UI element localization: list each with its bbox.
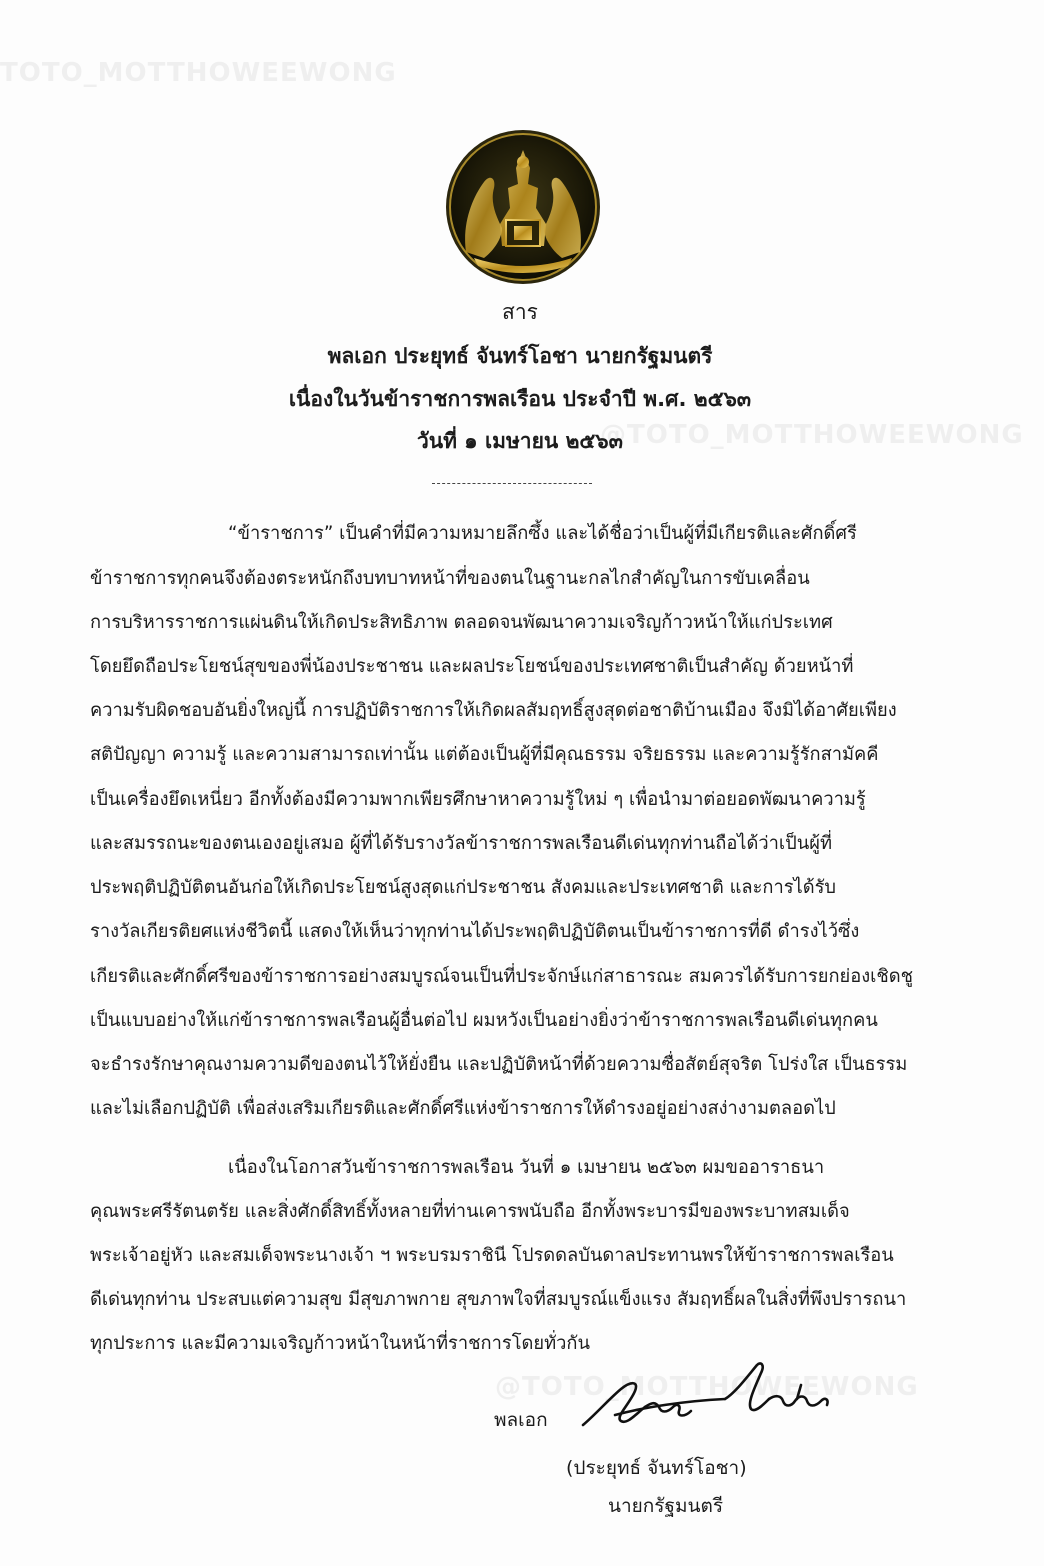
body-line: จะธำรงรักษาคุณงามความดีของตนไว้ให้ยั่งยืน และปฏิบัติหน้าที่ด้วยความซื่อสัตย์สุจริต โปร่งใส เป็นธรรม [90, 1054, 908, 1075]
body-line: โดยยึดถือประโยชน์สุขของพี่น้องประชาชน และผลประโยชน์ของประเทศชาติเป็นสำคัญ ด้วยหน้าที่ [90, 656, 854, 677]
signatory-name: (ประยุทธ์ จันทร์โอชา) [566, 1457, 747, 1479]
garuda-seal-icon [444, 128, 602, 286]
body-line: พระเจ้าอยู่หัว และสมเด็จพระนางเจ้า ฯ พระบรมราชินี โปรดดลบันดาลประทานพรให้ข้าราชการพลเรือน [90, 1245, 894, 1266]
body-line: การบริหารราชการแผ่นดินให้เกิดประสิทธิภาพ ตลอดจนพัฒนาความเจริญก้าวหน้าให้แก่ประเทศ [90, 612, 833, 633]
body-line: ความรับผิดชอบอันยิ่งใหญ่นี้ การปฏิบัติราชการให้เกิดผลสัมฤทธิ์สูงสุดต่อชาติบ้านเมือง จึงมิได้อาศัยเพียง [90, 700, 897, 721]
body-line: ข้าราชการทุกคนจึงต้องตระหนักถึงบทบาทหน้าที่ของตนในฐานะกลไกสำคัญในการขับเคลื่อน [90, 568, 810, 589]
signatory-position: นายกรัฐมนตรี [608, 1495, 724, 1517]
body-line: และสมรรถนะของตนเองอยู่เสมอ ผู้ที่ได้รับรางวัลข้าราชการพลเรือนดีเด่นทุกท่านถือได้ว่าเป็นผู้ที่ [90, 833, 833, 854]
body-line: เกียรติและศักดิ์ศรีของข้าราชการอย่างสมบูรณ์จนเป็นที่ประจักษ์แก่สาธารณะ สมควรได้รับการยกย่องเชิดชู [90, 966, 914, 987]
watermark: @TOTO_MOTTHOWEEWONG [495, 1372, 919, 1402]
date-line: วันที่ ๑ เมษายน ๒๕๖๓ [417, 429, 623, 453]
handwritten-signature [575, 1355, 835, 1435]
body-line: เนื่องในโอกาสวันข้าราชการพลเรือน วันที่ ๑ เมษายน ๒๕๖๓ ผมขออาราธนา [228, 1157, 825, 1178]
body-line: ทุกประการ และมีความเจริญก้าวหน้าในหน้าที่ราชการโดยทั่วกัน [90, 1333, 590, 1354]
sender-line: พลเอก ประยุทธ์ จันทร์โอชา นายกรัฐมนตรี [327, 344, 713, 368]
body-line: สติปัญญา ความรู้ และความสามารถเท่านั้น แต่ต้องเป็นผู้ที่มีคุณธรรม จริยธรรม และความรู้รักสามัคคี [90, 744, 879, 765]
body-line: รางวัลเกียรติยศแห่งชีวิตนี้ แสดงให้เห็นว่าทุกท่านได้ประพฤติปฏิบัติตนเป็นข้าราชการที่ดี ดำรงไว้ซึ่ง [90, 921, 860, 942]
body-line: “ข้าราชการ” เป็นคำที่มีความหมายลึกซึ้ง และได้ชื่อว่าเป็นผู้ที่มีเกียรติและศักดิ์ศรี [228, 523, 857, 544]
watermark: @TOTO_MOTTHOWEEWONG [600, 420, 1024, 450]
body-line: เป็นเครื่องยึดเหนี่ยว อีกทั้งต้องมีความพากเพียรศึกษาหาความรู้ใหม่ ๆ เพื่อนำมาต่อยอดพัฒนาความรู้ [90, 789, 866, 810]
body-line: ดีเด่นทุกท่าน ประสบแต่ความสุข มีสุขภาพกาย สุขภาพใจที่สมบูรณ์แข็งแรง สัมฤทธิ์ผลในสิ่งที่พึงปรารถนา [90, 1289, 907, 1310]
occasion-line: เนื่องในวันข้าราชการพลเรือน ประจำปี พ.ศ. ๒๕๖๓ [288, 387, 752, 411]
body-line: เป็นแบบอย่างให้แก่ข้าราชการพลเรือนผู้อื่นต่อไป ผมหวังเป็นอย่างยิ่งว่าข้าราชการพลเรือนดีเด่นทุกคน [90, 1010, 878, 1031]
body-line: คุณพระศรีรัตนตรัย และสิ่งศักดิ์สิทธิ์ทั้งหลายที่ท่านเคารพนับถือ อีกทั้งพระบารมีของพระบาทสมเด็จ [90, 1201, 850, 1222]
body-line: และไม่เลือกปฏิบัติ เพื่อส่งเสริมเกียรติและศักดิ์ศรีแห่งข้าราชการให้ดำรงอยู่อย่างสง่างามตลอดไป [90, 1098, 836, 1119]
signatory-rank: พลเอก [494, 1409, 548, 1431]
body-line: ประพฤติปฏิบัติตนอันก่อให้เกิดประโยชน์สูงสุดแก่ประชาชน สังคมและประเทศชาติ และการได้รับ [90, 877, 837, 898]
watermark: TOTO_MOTTHOWEEWONG [0, 58, 397, 88]
document-title: สาร [502, 300, 538, 324]
divider [432, 483, 592, 484]
